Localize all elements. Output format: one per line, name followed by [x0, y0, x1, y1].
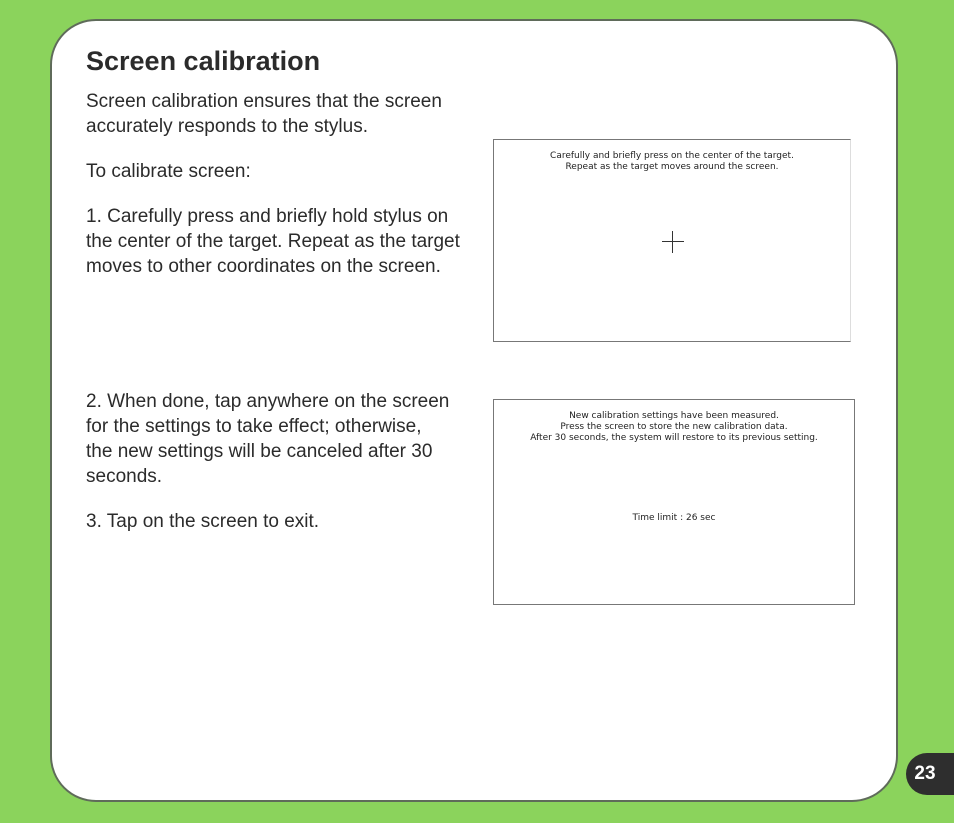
- step-2-line-4: seconds.: [86, 466, 163, 487]
- crosshair-horizontal: [662, 241, 684, 242]
- step-2-line-2: for the settings to take effect; otherwise,: [86, 416, 422, 437]
- calibration-complete-screenshot: [493, 399, 855, 605]
- step-2-line-1: 2. When done, tap anywhere on the screen: [86, 391, 450, 412]
- complete-line-2: Press the screen to store the new calibration data.: [560, 422, 788, 432]
- step-1-line-3: moves to other coordinates on the screen.: [86, 256, 441, 277]
- step-3-paragraph: 3. Tap on the screen to exit.: [86, 511, 320, 532]
- calibration-complete-message: [494, 411, 854, 444]
- page-number-tab: 23: [906, 753, 954, 795]
- crosshair-vertical: [672, 231, 673, 253]
- intro-line-2: accurately responds to the stylus.: [86, 116, 368, 137]
- crosshair-target-icon: [662, 231, 684, 253]
- calibration-instructions: [494, 151, 850, 173]
- intro-paragraph: [86, 89, 466, 139]
- step-2-paragraph: [86, 389, 466, 489]
- step-1-paragraph: [86, 204, 466, 279]
- time-limit-label: Time limit : 26 sec: [632, 513, 716, 523]
- step-1-line-2: the center of the target. Repeat as the target: [86, 231, 460, 252]
- page-title: Screen calibration: [86, 46, 321, 76]
- step-2-line-3: the new settings will be canceled after 30: [86, 441, 433, 462]
- step-1-line-1: 1. Carefully press and briefly hold stylus on: [86, 206, 449, 227]
- intro-line-1: Screen calibration ensures that the screen: [86, 91, 442, 112]
- calibration-instruction-line-2: Repeat as the target moves around the screen.: [565, 162, 779, 172]
- to-calibrate-label: To calibrate screen:: [86, 161, 251, 182]
- complete-line-1: New calibration settings have been measured.: [569, 411, 779, 421]
- complete-line-3: After 30 seconds, the system will restore to its previous setting.: [530, 433, 818, 443]
- calibration-target-screenshot: [493, 139, 851, 342]
- calibration-instruction-line-1: Carefully and briefly press on the center of the target.: [550, 151, 794, 161]
